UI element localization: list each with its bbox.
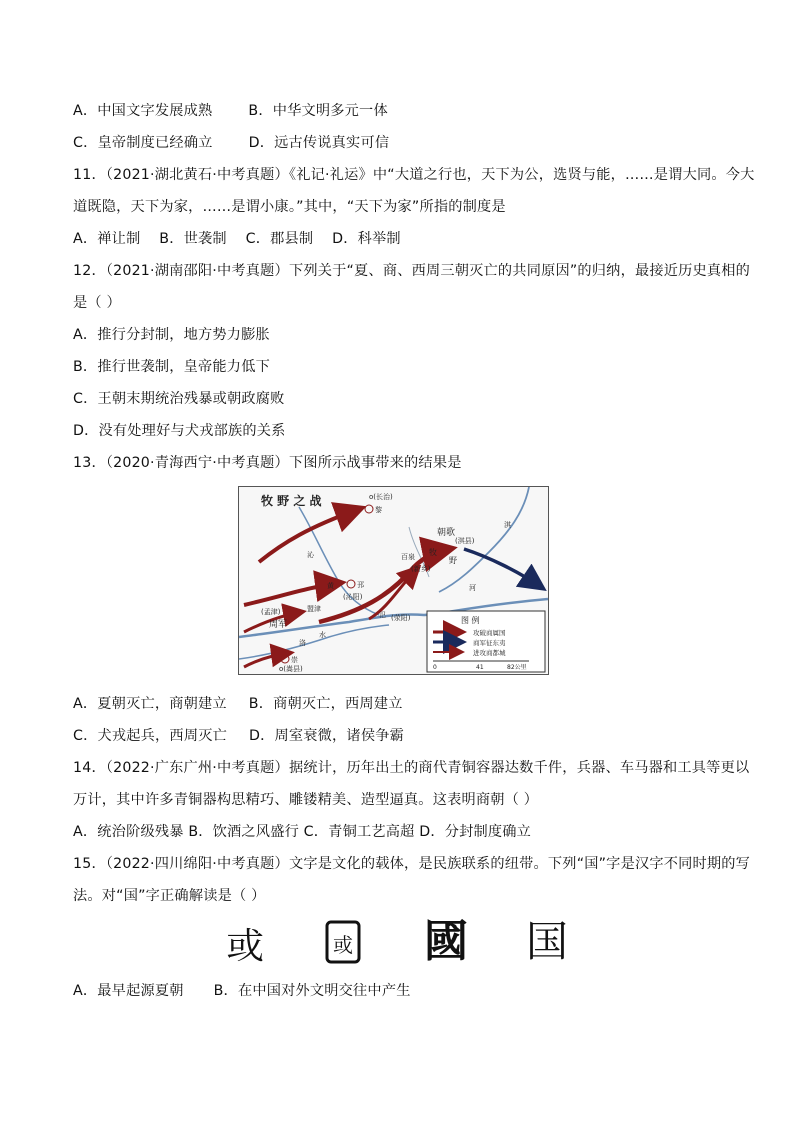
- option-a: A．最早起源夏朝: [73, 983, 184, 999]
- legend-item2: 商军征东夷: [473, 639, 506, 647]
- option-a: A．中国文字发展成熟: [73, 103, 213, 119]
- scale-41: 41: [476, 664, 484, 671]
- river-huang: 黄: [327, 582, 334, 590]
- legend-item3: 进攻商都城: [473, 649, 506, 657]
- option-a: A．夏朝灭亡，商朝建立: [73, 696, 227, 712]
- place-ye: 野: [449, 556, 457, 565]
- arrow-to-muye: [369, 569, 417, 619]
- glyph-bronze: [322, 918, 366, 968]
- place-mengjin: 盟津: [307, 605, 321, 613]
- place-mu: 牧: [429, 548, 437, 557]
- option-d: D．远古传说真实可信: [248, 135, 390, 151]
- river-luo: 洛: [299, 639, 306, 647]
- glyph-traditional: 國: [424, 916, 468, 967]
- option-b: B．中华文明多元一体: [248, 103, 388, 119]
- place-song: o(嵩县): [279, 665, 303, 673]
- q14-stem-line2: 万计，其中许多青铜器构思精巧、雕镂精美、造型逼真。这表明商朝（ ）: [73, 792, 539, 808]
- q12-stem-line2: 是（ ）: [73, 295, 121, 311]
- q12-option-d: D．没有处理好与犬戎部族的关系: [73, 423, 286, 439]
- luo-river: [239, 625, 389, 659]
- arrow-shang-east: [464, 549, 541, 587]
- river-qi: 淇: [504, 521, 511, 529]
- option-c: C．皇帝制度已经确立: [73, 135, 213, 151]
- option-c: C．犬戎起兵，西周灭亡: [73, 728, 227, 744]
- place-changzhi: o(长治): [369, 493, 393, 501]
- qin-river: [299, 507, 379, 615]
- place-chaoge: 朝歌: [437, 528, 456, 538]
- place-qixian: (淇县): [455, 537, 475, 545]
- q11-stem-line1: 11．（2021·湖北黄石·中考真题）《礼记·礼运》中“大道之行也，天下为公，选贤与能，……是谓大同。今大: [73, 167, 755, 183]
- q15-stem-line1: 15．（2022·四川绵阳·中考真题）文字是文化的载体，是民族联系的纽带。下列“国”字是汉字不同时期的写: [73, 856, 751, 872]
- scale-82: 82公里: [507, 664, 527, 671]
- map-title: 牧 野 之 战: [261, 494, 322, 508]
- q10-options-ab: [73, 101, 388, 121]
- qi-river: [439, 487, 529, 592]
- q13-stem: 13．（2020·青海西宁·中考真题）下图所示战事带来的结果是: [73, 455, 462, 471]
- muye-battle-map: [238, 486, 549, 675]
- river-shui: 水: [319, 631, 326, 639]
- place-li: 黎: [375, 506, 382, 514]
- q15-options-ab: [73, 981, 411, 1001]
- option-b: B．在中国对外文明交往中产生: [213, 983, 411, 999]
- svg-text:或: 或: [226, 924, 264, 967]
- scale-0: 0: [433, 664, 437, 671]
- place-mengjin-site: (孟津): [261, 608, 281, 616]
- glyph-oracle-bone: [222, 918, 272, 968]
- legend-item1: 攻破商属国: [473, 629, 506, 637]
- option-d: D．周室衰微，诸侯争霸: [248, 728, 404, 744]
- q13-options-cd: [73, 726, 404, 746]
- option-b: B．商朝灭亡，西周建立: [248, 696, 403, 712]
- glyph-simplified: 国: [526, 917, 569, 966]
- q15-stem-line2: 法。对“国”字正确解读是（ ）: [73, 888, 266, 904]
- q14-stem-line1: 14．（2022·广东广州·中考真题）据统计，历年出土的商代青铜容器达数千件，兵器、车马器和工具等更以: [73, 760, 750, 776]
- map-legend: [427, 611, 545, 672]
- q13-options-ab: [73, 694, 403, 714]
- place-rongyang: (荥阳): [391, 614, 411, 622]
- arrow-to-yu: [244, 583, 339, 605]
- place-xinxiang: (新乡): [411, 565, 431, 573]
- q12-stem-line1: 12．（2021·湖南邵阳·中考真题）下列关于“夏、商、西周三朝灭亡的共同原因”的归纳，最接近历史真相的: [73, 263, 751, 279]
- q11-stem-line2: 道既隐，天下为家，……是谓小康。”其中，“天下为家”所指的制度是: [73, 199, 506, 215]
- svg-text:或: 或: [333, 933, 353, 957]
- q10-options-cd: [73, 133, 389, 153]
- label-zhou-army: 周军: [269, 620, 288, 630]
- legend-title: 图 例: [461, 616, 480, 625]
- q12-option-b: B．推行世袭制，皇帝能力低下: [73, 359, 270, 375]
- q11-options: A．禅让制 B．世袭制 C．郡县制 D．科举制: [73, 231, 401, 247]
- place-qinyang: (沁阳): [343, 593, 363, 601]
- place-yu: 邘: [357, 581, 364, 589]
- place-baiquan: 百泉: [401, 553, 415, 561]
- place-fan: 氾: [379, 611, 386, 619]
- q14-options: A．统治阶级残暴 B．饮酒之风盛行 C．青铜工艺高超 D．分封制度确立: [73, 824, 532, 840]
- river-he: 河: [469, 584, 476, 592]
- q12-option-c: C．王朝末期统治残暴或朝政腐败: [73, 391, 285, 407]
- river-qin: 沁: [307, 551, 314, 559]
- place-chong: 崇: [291, 656, 298, 664]
- q12-option-a: A．推行分封制，地方势力膨胀: [73, 327, 270, 343]
